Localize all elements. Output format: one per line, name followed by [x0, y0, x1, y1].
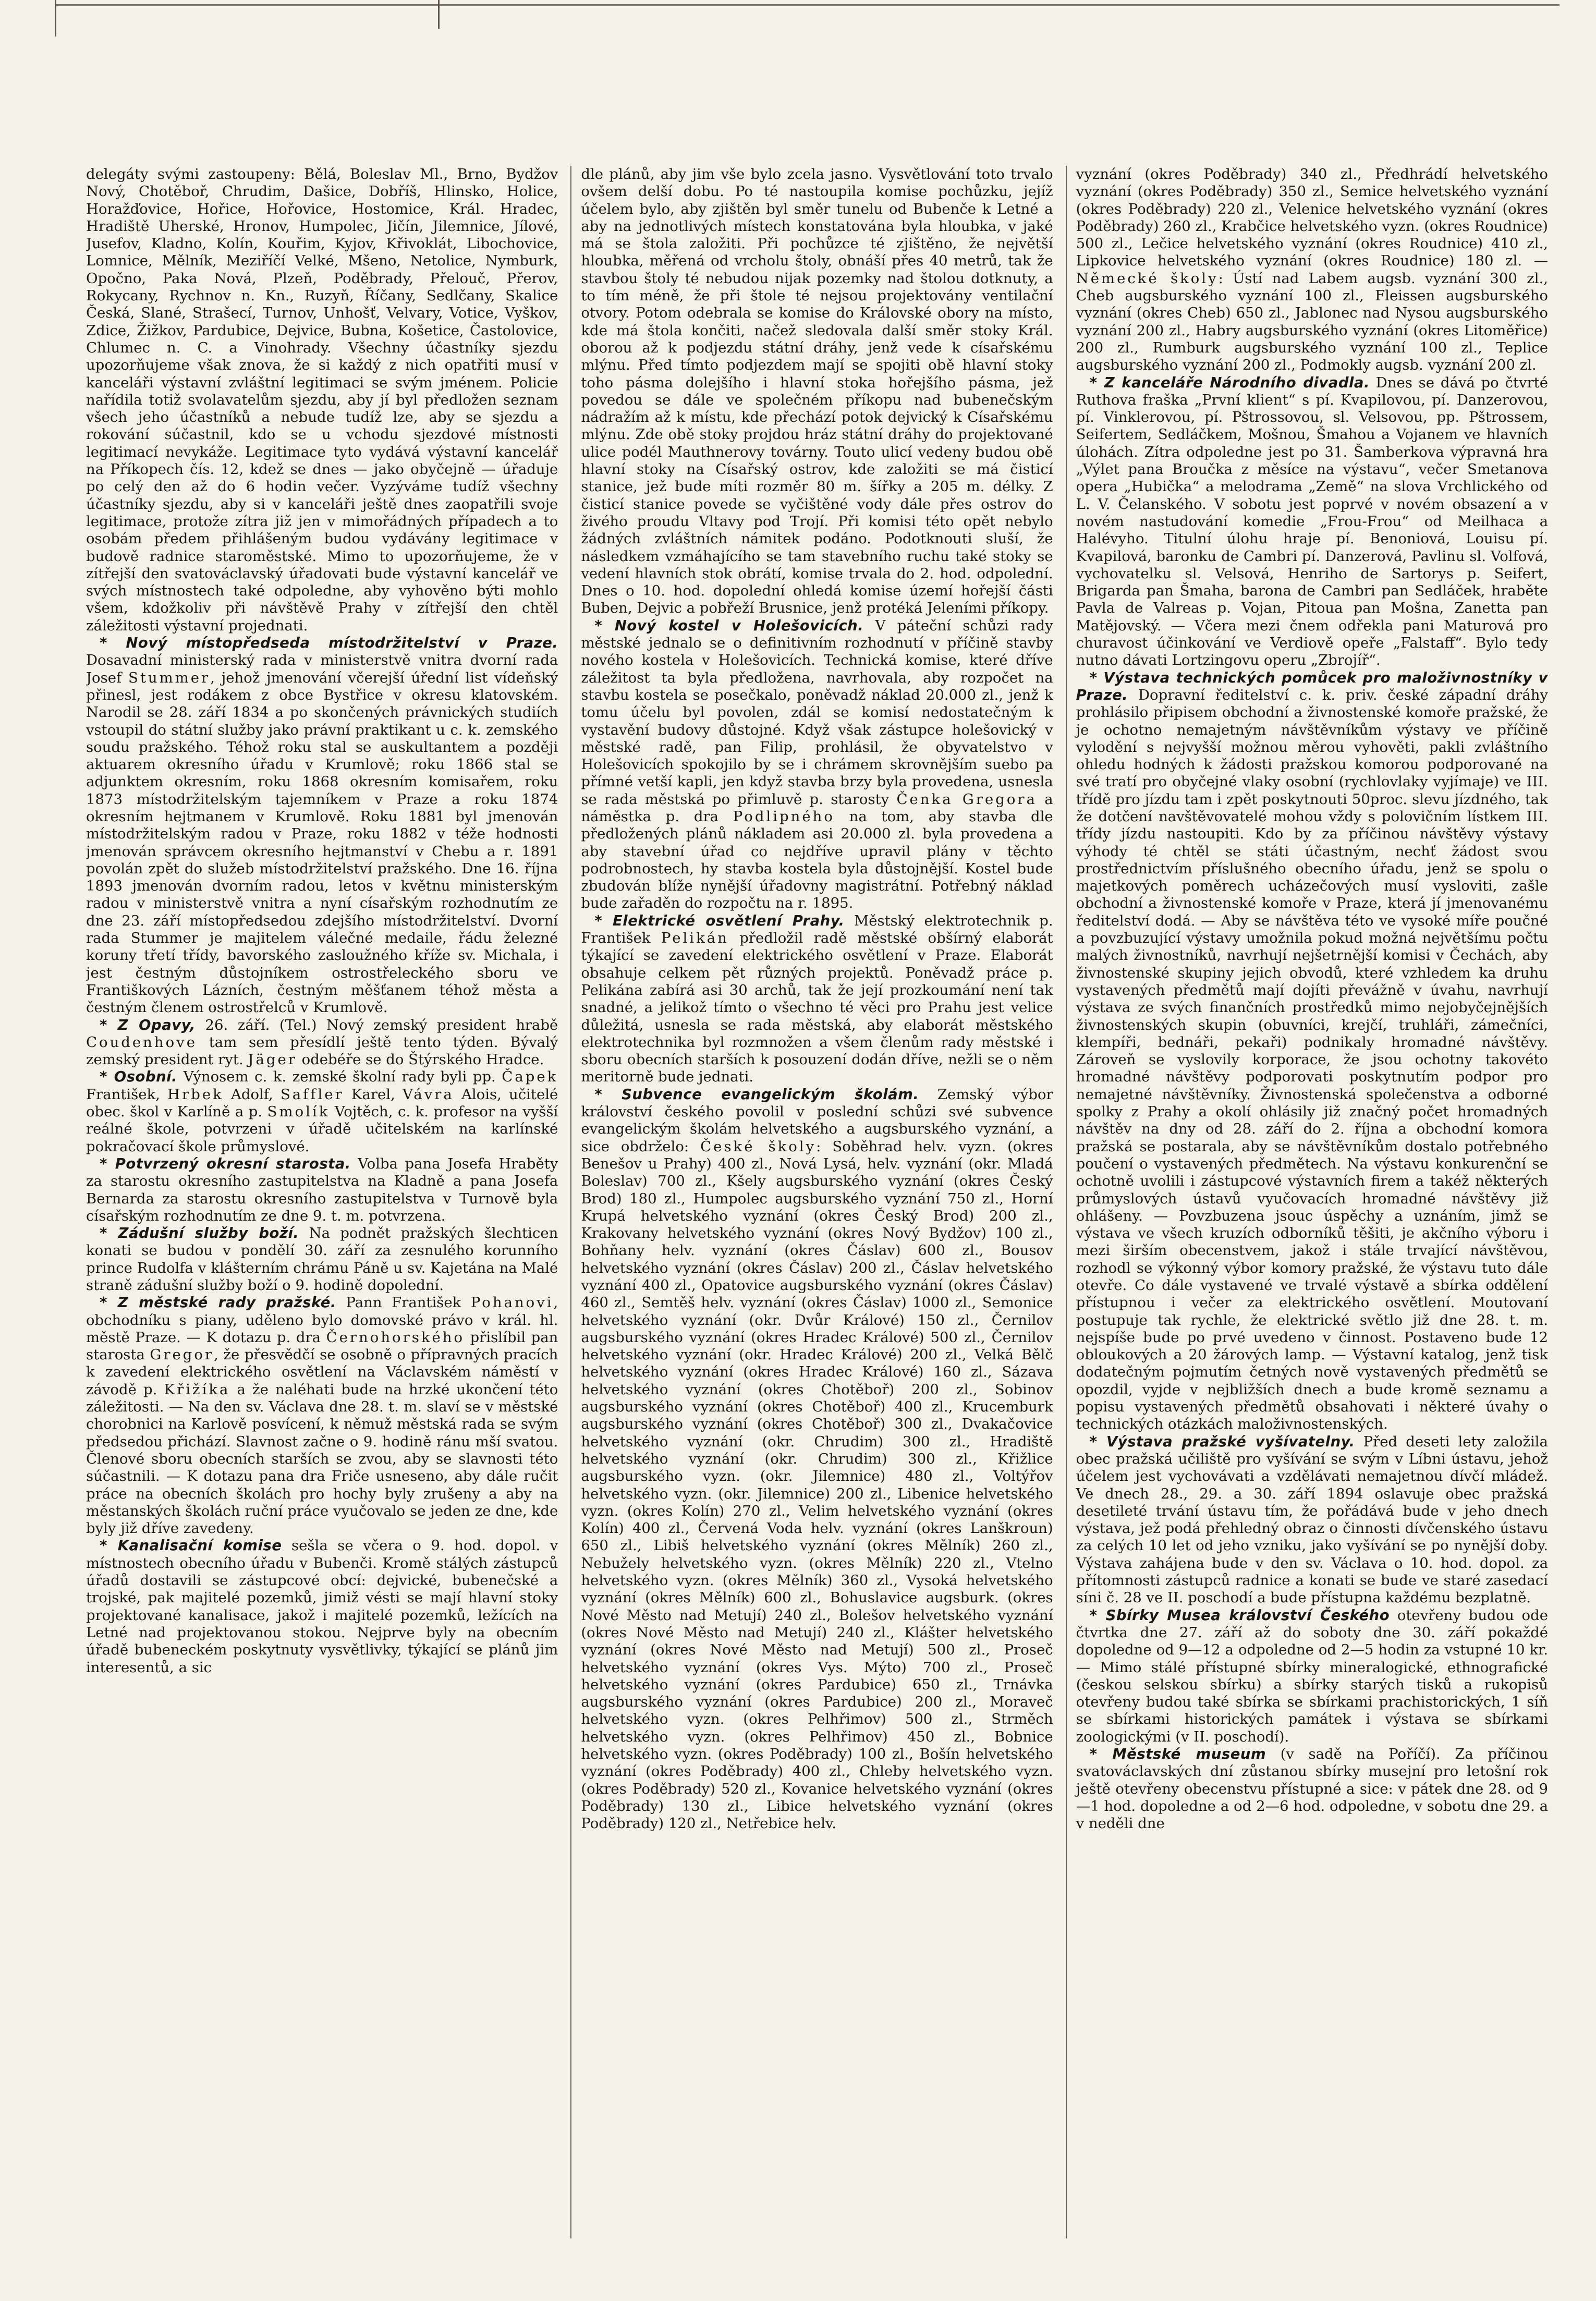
article-paragraph: [86, 1155, 558, 1225]
column-1: [86, 166, 558, 2238]
article-paragraph: [86, 1294, 558, 1537]
article-text: dle plánů, aby jim vše bylo zcela jasno. Vysvětlování toto trvalo ovšem delší dobu. Po té nastoupila komise pochůzku, jejíž účelem bylo, aby zjištěn byl směr tunelu od Bubenče k Letné a aby na jednotlivých místech konstatována byla hloubka, v jaké má se štola založiti. Při pochůzce té zjištěno, že největší hloubka, měřená od vrcholu štoly, obnáší přes 40 metrů, tak že stavbou štoly té nebudou nijak pozemky nad štolou dotknuty, a to tím méně, že při štole té nejsou projektovány ventilační otvory. Potom odebrala se komise do Královské obory na místo, kde má štola končiti, načež sledovala další směr stoky Král. oborou až k podjezdu státní dráhy, jenž vede k císařskému mlýnu. Před tímto podjezdem mají se spojiti obě hlavní stoky toho pásma dolejšího i hlavní stoka hořejšího pásma, jež povedou se dále ve společném příkopu nad bubenečským nádražím až k místu, kde přechází potok dejvický k Císařskému mlýnu. Zde obě stoky projdou hráz státní dráhy do projektované ulice podél Mauthnerovy továrny. Touto ulicí vedeny budou obě hlavní stoky na Císařský ostrov, kde založiti se má čisticí stanice, jež bude míti rozměr 80 m. šířky a 205 m. délky. Z čisticí stanice povede se vyčištěné vody dále přes ostrov do živého proudu Vltavy pod Trojí. Při komisi této opět nebylo žádných zvláštních námitek podáno. Podotknouti sluší, že následkem vzmáhajícího se tam stavebního ruchu také stoky se vedení hlavních stok obrátí, komise trvala do 2. hod. odpolední. Dnes o 10. hod. dopolední ohledá komise území hořejší části Buben, Dejvic a pobřeží Brusnice, jenž protéká Jeleními příkopy.: [581, 166, 1053, 617]
article-heading: * Nový kostel v Holešovicích.: [594, 617, 864, 634]
article-text: (v sadě na Poříčí). Za příčinou svatováclavských dní zůstanou sbírky musejní pro letošní rok ještě otevřeny obecenstvu přístupné a sice: v pátek dne 28. od 9—1 hod. dopoledne a od 2—6 hod. odpoledne, v sobotu dne 29. a v neděli dne: [1076, 1746, 1548, 1832]
article-paragraph: [86, 635, 558, 1017]
article-heading: * Z kanceláře Národního divadla.: [1089, 374, 1370, 391]
spaced-name: Křižíka: [164, 1381, 230, 1398]
article-text: přislíbil pan starosta: [86, 1329, 558, 1363]
article-text: Alois, učitelé obec. škol v Karlíně a p.: [86, 1086, 558, 1121]
article-text: Dnes se dává po čtvrté Ruthova fraška „První klient“ s pí. Kvapilovou, pí. Danzerovou, pí. Vinklerovou, pí. Pštrossovou, sl. Velsovou, pp. Pštrossem, Seifertem, Sedláčkem, Mošnou, Šmahou a Vojanem ve hlavních úlohách. Zítra odpoledne jest po 31. Šamberkova výpravná hra „Výlet pana Broučka z měsíce na výstavu“, večer Smetanova opera „Hubička“ a melodrama „Země“ na slova Vrchlického od L. V. Čelanského. V sobotu jest poprvé v novém obsazení a v novém nastudování komedie „Frou-Frou“ od Meilhaca a Halévyho. Titulní úlohu hraje pí. Benoniová, Louisu pí. Kvapilová, baronku de Cambri pí. Danzerová, Pavlinu sl. Volfová, vychovatelku sl. Velsová, Henriho de Sartorys p. Seifert, Brigarda pan Šmaha, barona de Cambri pan Sedláček, hraběte Pavla de Valreas p. Vojan, Pitoua pan Mošna, Zanetta pan Matějovský. — Včera mezi čnem odřekla pani Maturová pro churavost účinkování ve Verdiově opeře „Falstaff“. Bylo tedy nutno dávati Lortzingovu operu „Zbrojíř“.: [1076, 374, 1548, 669]
article-text: a náměstka p. dra: [581, 790, 1053, 825]
article-heading: * Zádušní služby boží.: [100, 1225, 299, 1242]
article-text: , jehož jmenování včerejší úřední list vídeňský přinesl, jest rodákem z obce Bystřice v okresu klatovském. Narodil se 28. září 1834 a po skončených právnických studiích vstoupil do státní služby jako právní praktikant u c. k. zemského soudu pražského. Téhož roku stal se auskultantem a později aktuarem okresního úřadu v Krumlově; roku 1866 stal se adjunktem okresním, roku 1868 okresním komisařem, roku 1873 místodržitelským tajemníkem v Praze a roku 1874 okresním hejtmanem v Krumlově. Roku 1881 byl jmenován místodržitelským radou v Praze, roku 1882 v téže hodnosti jmenován správcem okresního hejtmanství v Chebu a r. 1891 povolán zpět do služeb místodržitelství pražského. Dne 16. října 1893 jmenován dvorním radou, letos v květnu ministerským radou v ministerstvě vnitra a nyní císařským rozhodnutím ze dne 23. září místopředsedou zdejšího místodržitelství. Dvorní rada Stummer je majitelem válečné medaile, řádu železné koruny třetí třídy, bavorského zasloužného kříže sv. Michala, i jest čestným důstojníkem ostrostřeleckého sboru ve Františkových Lázních, čestným měšťanem téhož města a čestným členem ostrostřelců v Krumlově.: [86, 669, 558, 1016]
article-text: Městský elektrotechnik p. František: [581, 912, 1053, 947]
article-text: předložil radě městské obšírný elaborát týkající se zavedení elektrického osvětlení v Praze. Elaborát obsahuje celkem pět různých projektů. Poněvadž práce p. Pelikána zabírá asi 30 archů, tak že její prozkoumání není tak snadné, a jelikož tímto o všechno té věci pro Prahu jest velice důležitá, usnesla se rada městská, aby elaborát městského elektrotechnika byl rozmnožen a všem členům rady městské i sboru obecních starších k posouzení dodán dříve, nežli se o něm meritorně bude jednati.: [581, 930, 1053, 1086]
top-edge-mark: [438, 0, 440, 29]
article-heading: * Nový místopředseda místodržitelství v Praze.: [100, 635, 558, 652]
article-heading: * Kanalisační komise: [100, 1537, 282, 1554]
article-heading: * Z městské rady pražské.: [100, 1294, 336, 1311]
article-paragraph: [581, 166, 1053, 617]
article-text: Před deseti lety založila obec pražská učiliště pro vyšívání se svým v Líbni ústavu, jehož účelem jest vychovávati a vzdělávati nemajetnou dívčí mládež. Ve dnech 28., 29. a 30. září 1894 oslavuje obec pražská desetileté trvání ústavu tím, že pořádává bude v jeho dnech výstava, jež podá přehledný obraz o činnosti dívčenského ústavu za celých 10 let od jeho vzniku, jako vyšívání se po nynější doby. Výstava zahájena bude v den sv. Václava o 10. hod. dopol. za přítomnosti zástupců radnice a konati se bude ve staré zasedací síni č. 28 ve II. poschodí a bude přístupna každému bezplatně.: [1076, 1433, 1548, 1606]
spaced-name: Černohorského: [326, 1329, 465, 1346]
column-2: [570, 166, 1053, 2238]
article-text: a že naléhati bude na hrzké ukončení této záležitosti. — Na den sv. Václava dne 28. t. m. slaví se v městské chorobnici na Karlově posvícení, k němuž městská rada se svým předsedou přichází. Slavnost začne o 9. hodině ránu mší svatou. Členové sboru obecních starších se zvou, aby se slavnosti této súčastnili. — K dotazu pana dra Friče usneseno, aby dále ručit práce na obecních školách pro hochy byly zrušeny a aby na městanských školách ruční práce vyučovalo se jeden ze dne, kde byly již dříve zavedeny.: [86, 1381, 558, 1537]
spaced-name: Stummer: [128, 669, 211, 686]
article-heading: * Potvrzený okresní starosta.: [100, 1155, 351, 1172]
article-text: Dopravní ředitelství c. k. priv. české západní dráhy prohlásilo připisem obchodní a živnostenské komoře pražské, že je ochotno nemajetným návštěvníkům výstavy ve příčině vylodění s nejvyšší možnou měrou vyhověti, pakli zvláštního ohledu hodných k žádosti pražskou komorou podporované na své tratí pro obyčejné vlaky osobní (rychlovlaky vyjímaje) ve III. třídě pro jízdu tam i zpět poskytnouti 50proc. slevu jízdného, tak že dotčení navštěvovatelé mohou vždy s polovičním lístkem III. třídy jízdu nastoupiti. Kdo by za příčinou návštěvy výstavy výhody té chtěl se státi účastným, nechť žádost svou prostřednictvím příslušného obecního úřadu, jenž se spolu o majetkových poměrech ucházečových musí vysloviti, zašle obchodní a živnostenské komoře v Praze, která jí jmenovanému ředitelství dodá. — Aby se návštěva této ve vysoké míře poučné a povzbuzující výstavy umožnila pokud možná největšímu počtu malých živnostníků, navrhují nejšetrnější komisi v Čechách, aby živnostenské skupiny jejich obvodů, které vzhledem ka druhu vystavených předmětů mají dojíti převážně v úvahu, navrhují výstava ze svých finančních prostředků mimo nejobyčejnějších živnostenských skupin (obuvníci, krejčí, truhláři, zámečníci, klempíři, bednáři, pekaři) podnikaly hromadné návštěvy. Zároveň se vyslovily korporace, že jsou ochotny takovéto hromadné návštěvy podporovati poskytnutím podpor pro nemajetné návštěvníky. Živnostenská společenstva a odborné spolky z Prahy a okolí ohlásily již značný počet hromadných návštěv na dny od 28. září do 2. října a obchodní komora pražská se postarala, aby se návštěvníkům dostalo potřebného poučení o vystavených předmětech. Na výstavu konkurenční se ochotně uvolili i zástupcové výstavních firem a takéž některých průmyslových ústavů vyučovacích hromadné návštěvy již ohlášeny. — Povzbuzena jsouc úspěchy a uznáním, jimž se výstava ve všech kruzích odborníků těšiti, je akčního výboru i mezi širším obecenstvem, jakož i stále trvající návštěvou, rozhodl se výkonný výbor komory pražské, že výstavu tuto dále otevře. Co dále vystavené ve trvalé výstavě a sbírka oddělení přístupnou i večer za elektrického osvětlení. Moutovaní postupuje tak rychle, že elektrické světlo již dne 28. t. m. nejspíše bude po prvé uvedeno v činnost. Postaveno bude 12 obloukových a 20 žárových lamp. — Výstavní katalog, jenž tisk dodatečným pojmutím četných nově vystavených předmětů se opozdil, vyjde v nejbližších dnech a bude kromě seznamu a popisu vystavených předmětů obsahovati i některé úvahy o technických otázkách maloživnostenských.: [1076, 686, 1548, 1433]
article-text: Pann František: [336, 1294, 471, 1311]
article-paragraph: [1076, 1607, 1548, 1746]
article-heading: * Osobní.: [100, 1068, 178, 1086]
top-border-rule: [55, 4, 1560, 6]
spaced-name: Hrbek: [167, 1086, 224, 1103]
article-paragraph: [1076, 1433, 1548, 1607]
article-text: Zemský výbor království českého povolil v poslední schůzi své subvence evangelickým školám helvetského a augsburského vyznání, a sice obdrželo:: [581, 1086, 1053, 1155]
article-text: Vojtěch, c. k. profesor na vyšší reálné škole, potvrzeni v úřadě učitelském na karlínské pokračovací škole průmyslové.: [86, 1103, 558, 1155]
article-heading: * Subvence evangelickým školám.: [594, 1086, 919, 1103]
spaced-name: Čapek: [502, 1068, 558, 1086]
spaced-name: Smolík: [267, 1103, 330, 1121]
article-paragraph: [1076, 669, 1548, 1433]
spaced-name: Coudenhove: [86, 1033, 197, 1051]
article-heading: * Elektrické osvětlení Prahy.: [594, 912, 845, 929]
article-text: tam sem přesídlí ještě tento týden. Bývalý zemský president ryt.: [86, 1033, 558, 1068]
article-text: : Soběhrad helv. vyzn. (okres Benešov u Prahy) 400 zl., Nová Lysá, helv. vyznání (okr. Mladá Boleslav) 700 zl., Kšely augsburského vyznání (okres Český Brod) 180 zl., Humpolec augsburského vyznání 750 zl., Horní Krupá helvetského vyznání (okres Český Brod) 200 zl., Krakovany helvetského vyznání (okres Nový Bydžov) 100 zl., Bohňany helv. vyznání (okres Čáslav) 600 zl., Bousov helvetského vyznání (okres Čáslav) 200 zl., Čáslav helvetského vyznání 400 zl., Opatovice augsburského vyznání (okres Čáslav) 460 zl., Semtěš helv. vyznání (okres Čáslav) 1000 zl., Semonice helvetského vyznání (okr. Dvůr Králové) 150 zl., Černilov augsburského vyznání (okres Hradec Králové) 500 zl., Černilov helvetského vyznání (okr. Hradec Králové) 200 zl., Velká Bělč helvetského vyznání (okres Hradec Králové) 160 zl., Sázava helvetského vyznání (okres Chotěboř) 200 zl., Sobinov augsburského vyznání (okres Chotěboř) 400 zl., Krucemburk augsburského vyznání (okres Chotěboř) 300 zl., Dvakačovice helvetského vyznání (okr. Chrudim) 300 zl., Hradiště helvetského vyznání (okr. Chrudim) 300 zl., Křižlice augsburského vyzn. (okr. Jilemnice) 480 zl., Voltýřov helvetského vyzn. (okr. Jilemnice) 200 zl., Libenice helvetského vyzn. (okres Kolín) 270 zl., Velim helvetského vyznání (okres Kolín) 400 zl., Červená Voda helv. vyznání (okres Lanškroun) 650 zl., Libiš helvetského vyznání (okres Mělník) 260 zl., Nebužely helvetského vyzn. (okres Mělník) 220 zl., Vtelno helvetského vyzn. (okres Mělník) 360 zl., Vysoká helvetského vyznání (okres Mělník) 600 zl., Bohuslavice augsburk. (okres Nové Město nad Metují) 240 zl., Bolešov helvetského vyznání (okres Nové Město nad Metují) 240 zl., Klášter helvetského vyznání (okres Nové Město nad Metují) 500 zl., Proseč helvetského vyznání (okres Vys. Mýto) 700 zl., Proseč helvetského vyznání (okres Pardubice) 650 zl., Trnávka augsburského vyznání (okres Pardubice) 200 zl., Moraveč helvetského vyzn. (okres Pelhřimov) 500 zl., Strměch helvetského vyzn. (okres Pelhřimov) 450 zl., Bobnice helvetského vyzn. (okres Poděbrady) 100 zl., Bošín helvetského vyznání (okres Poděbrady) 400 zl., Chleby helvetského vyzn. (okres Poděbrady) 520 zl., Kovanice helvetského vyznání (okres Poděbrady) 130 zl., Libice helvetského vyznání (okres Poděbrady) 120 zl., Netřebice helv.: [581, 1138, 1053, 1832]
column-3: [1066, 166, 1548, 2238]
spaced-name: Jäger: [248, 1051, 297, 1068]
left-edge-mark: [55, 0, 56, 36]
article-text: Volba pana Josefa Hraběty za starostu okresního zastupitelstva na Kladně a pana Josefa Bernarda za starostu okresního zastupitelstva v Turnově byla císařským rozhodnutím ze dne 9. t. m. potvrzena.: [86, 1155, 558, 1224]
spaced-name: Gregor: [150, 1346, 214, 1363]
article-text: Karel,: [344, 1086, 403, 1103]
article-paragraph: [86, 1068, 558, 1155]
spaced-name: Podlipného: [733, 808, 835, 825]
article-heading: * Výstava technických pomůcek pro maloživnostníky v Praze.: [1076, 669, 1548, 703]
article-text: , že přesvědčí se osobně o přípravných pracích k zavedení elektrického osvětlení na Václavském náměstí v závodě p.: [86, 1346, 558, 1398]
article-text: Dosavadní ministerský rada v ministerstvě vnitra dvorní rada Josef: [86, 652, 558, 686]
article-text: vyznání (okres Poděbrady) 340 zl., Předhrádí helvetského vyznání (okres Poděbrady) 350 zl., Semice helvetského vyznání (okres Poděbrady) 220 zl., Velenice helvetského vyznání (okres Poděbrady) 260 zl., Krabčice helvetského vyzn. (okres Roudnice) 500 zl., Lečice helvetského vyznání (okres Roudnice) 410 zl., Lipkovice helvetského vyznání (okres Roudnice) 180 zl. —: [1076, 166, 1548, 270]
article-paragraph: [581, 912, 1053, 1086]
article-text: sešla se včera o 9. hod. dopol. v místnostech obecního úřadu v Bubenči. Kromě stálých zástupců úřadů dostavili se zástupcové obcí: dejvické, bubenečské a trojské, pak majitelé pozemků, jimiž vésti se mají hlavní stoky projektované kanalisace, jakož i majitelé pozemků, ležících na Letné nad projektovanou stokou. Nejprve byly na obecním úřadě bubeneckém poskytnuty vysvětlivky, týkající se plánů jim interesentů, a sic: [86, 1537, 558, 1676]
article-paragraph: [581, 1086, 1053, 1833]
article-heading: * Z Opavy,: [100, 1016, 196, 1033]
article-text: , obchodníku s piany, uděleno bylo domovské právo v král. hl. městě Praze. — K dotazu p. dra: [86, 1294, 558, 1346]
article-paragraph: [86, 1017, 558, 1069]
article-heading: * Výstava pražské vyšívatelny.: [1089, 1433, 1355, 1450]
spaced-name: Čenka Gregora: [896, 790, 1037, 808]
article-paragraph: [1076, 1746, 1548, 1832]
spaced-name: Vávra: [403, 1086, 454, 1103]
article-text: 26. září. (Tel.) Nový zemský president hrabě: [195, 1016, 558, 1033]
article-paragraph: [86, 1225, 558, 1294]
article-text: František,: [86, 1086, 168, 1103]
article-paragraph: [86, 166, 558, 635]
spaced-name: České školy: [700, 1138, 817, 1155]
article-paragraph: [1076, 374, 1548, 669]
article-heading: * Sbírky Musea království Českého: [1089, 1606, 1390, 1624]
article-text: Na podnět pražských šlechticen konati se budou v pondělí 30. září za zesnulého korunního prince Rudolfa v klášterním chrámu Páně u sv. Kajetána na Malé straně zádušní služby boží o 9. hodině dopolední.: [86, 1225, 558, 1294]
spaced-name: Saffler: [280, 1086, 344, 1103]
article-text: odebéře se do Štýrského Hradce.: [297, 1051, 544, 1068]
spaced-name: Německé školy: [1076, 270, 1219, 287]
article-paragraph: [581, 617, 1053, 912]
article-text: delegáty svými zastoupeny: Bělá, Boleslav Ml., Brno, Bydžov Nový, Chotěboř, Chrudim, Dašice, Dobříš, Hlinsko, Holice, Horažďovice, Hořice, Hořovice, Hostomice, Král. Hradec, Hradiště Uherské, Hronov, Humpolec, Jičín, Jilemnice, Jílové, Jusefov, Kladno, Kolín, Kouřim, Kyjov, Křivoklát, Libochovice, Lomnice, Mělník, Meziříčí Velké, Mšeno, Netolice, Nymburk, Opočno, Paka Nová, Plzeň, Poděbrady, Přelouč, Přerov, Rokycany, Rychnov n. Kn., Ruzyň, Říčany, Sedlčany, Skalice Česká, Slané, Strašecí, Turnov, Unhošť, Velvary, Votice, Vyškov, Zdice, Žižkov, Pardubice, Dejvice, Bubna, Košetice, Častolovice, Chlumec n. C. a Vinohrady. Všechny účastníky sjezdu upozorňujeme však znova, že si každý z nich opatřiti musí v kanceláři výstavní zvláštní legitimaci se svým jménem. Policie nařídila totiž svolavatelům sjezdu, aby jí byl předložen seznam všech jeho účastníků a nebude tudíž lze, aby se sjezdu a rokování súčastnil, kdo se u vchodu sjezdové místnosti legitimací nevykáže. Legitimace tyto vydává výstavní kancelář na Příkopech čís. 12, kdež se dnes — jako obyčejně — úřaduje po celý den až do 6 hodin večer. Vyzýváme tudíž všechny účastníky sjezdu, aby si v kanceláři ještě dnes zaopatřili svoje legitimace, protože zítra již jen v mimořádných případech a to osobám předem přihlášeným budou vydávány legitimace v budově radnice staroměstské. Mimo to upozorňujeme, že v zítřejší den svatováclavský úřadovati bude výstavní kancelář ve svých místnostech také odpoledne, aby vyhověno býti mohlo všem, kdožkoliv při návštěvě Prahy v zítřejší den chtěl záležitosti výstavní projednati.: [86, 166, 558, 634]
article-text: na tom, aby stavba dle předložených plánů nákladem asi 20.000 zl. byla provedena a aby stavební úřad co nejdříve upravil plány v těchto podrobnostech, hy stavba kostela byla důstojnější. Kostel bude zbudován blíže nynější úřadovny magistrátní. Potřebný náklad bude zařaděn do rozpočtu na r. 1895.: [581, 808, 1053, 912]
article-heading: * Městské museum: [1089, 1746, 1266, 1763]
article-text: Adolf,: [223, 1086, 281, 1103]
article-paragraph: [86, 1537, 558, 1676]
article-text: Výnosem c. k. zemské školní rady byli pp.: [177, 1068, 502, 1086]
article-text: otevřeny budou ode čtvrtka dne 27. září až do soboty dne 30. září pokaždé dopoledne od 9—12 a odpoledne od 2—5 hodin za vstupné 10 kr. — Mimo stálé přístupné sbírky mineralogické, ethnografické (českou selskou sbírku) a sbírky starých tisků a rukopisů otevřeny budou také sbírka se sbírkami prachistorických, 1 síň se sbírkami historických památek i výstava se sbírkami zoologickými (v II. poschodí).: [1076, 1606, 1548, 1745]
article-text: : Ústí nad Labem augsb. vyznání 300 zl., Cheb augsburského vyznání 100 zl., Fleissen augsburského vyznání (okres Cheb) 650 zl., Jablonec nad Nysou augsburského vyznání 200 zl., Habry augsburského vyznání (okres Litoměřice) 200 zl., Rumburk augsburského vyznání 100 zl., Teplice augsburského vyznání 200 zl., Podmokly augsb. vyznání 200 zl.: [1076, 270, 1548, 374]
article-text: V páteční schůzi rady městské jednalo se o definitivním rozhodnutí v příčině stavby nového kostela v Holešovicích. Technická komise, které dříve záležitost ta byla předložena, navrhovala, aby rozpočet na stavbu kostela se posečkalo, poněvadž náklad 20.000 zl., jenž k tomu účelu byl povolen, zdál se komisí nedostatečným k vystavění budovy důstojné. Když však zástupce holešovický v městské radě, pan Filip, prohlásil, že obyvatelstvo v Holešovicích spokojilo by se i chrámem skrovnějším suebo pa přímné vetší kapli, jen když stavba brzy byla provedena, usnesla se rada městská po přimluvě p. starosty: [581, 617, 1053, 808]
spaced-name: Pelikán: [661, 930, 729, 947]
article-paragraph: [1076, 166, 1548, 374]
spaced-name: Pohanovi: [470, 1294, 554, 1311]
